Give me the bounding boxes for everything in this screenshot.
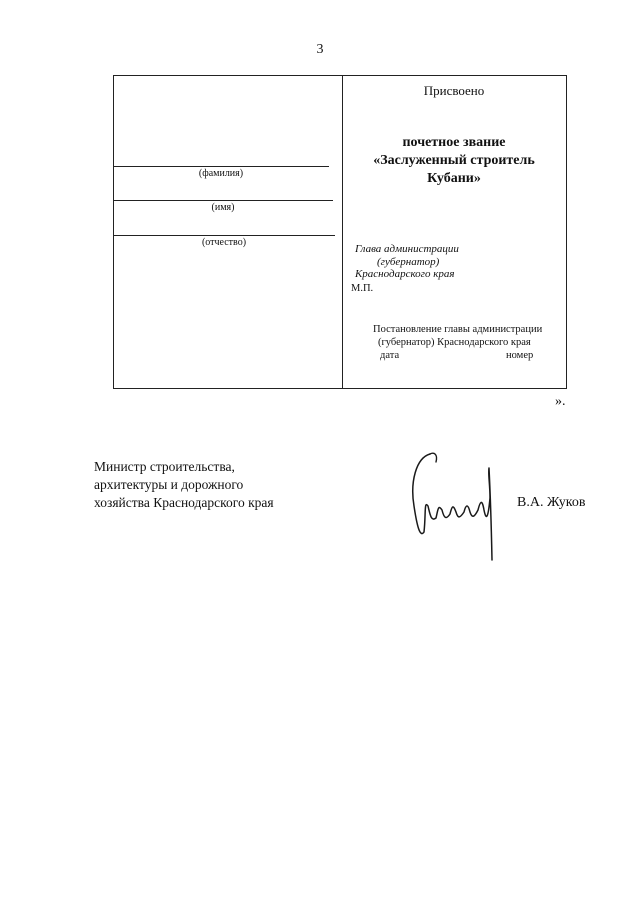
minister-name: В.А. Жуков xyxy=(517,495,586,510)
first-name-caption: (имя) xyxy=(211,202,235,213)
governor-label: (губернатор) xyxy=(377,256,440,268)
handwritten-signature xyxy=(400,440,505,565)
minister-title-line-1: Министр строительства, xyxy=(94,459,235,474)
krasnodar-region-label: Краснодарского края xyxy=(355,268,455,280)
first-name-line xyxy=(113,200,333,201)
patronymic-caption: (отчество) xyxy=(201,237,247,248)
surname-line xyxy=(113,166,329,167)
page-number: 3 xyxy=(316,42,324,57)
decree-date-label: дата xyxy=(380,350,400,361)
surname-caption: (фамилия) xyxy=(198,168,244,179)
decree-line-1: Постановление главы администрации xyxy=(373,324,543,335)
form-divider xyxy=(342,75,343,389)
minister-title-line-3: хозяйства Краснодарского края xyxy=(94,495,274,510)
stamp-placeholder: М.П. xyxy=(351,283,374,294)
decree-number-label: номер xyxy=(506,350,534,361)
honorary-title-line-2: «Заслуженный строитель xyxy=(373,153,535,168)
minister-title-line-2: архитектуры и дорожного xyxy=(94,477,244,492)
patronymic-line xyxy=(113,235,335,236)
closing-quote: ». xyxy=(555,394,566,409)
decree-line-2: (губернатор) Краснодарского края xyxy=(378,337,531,348)
honorary-title-line-3: Кубани» xyxy=(427,171,481,186)
head-admin-label: Глава администрации xyxy=(355,243,459,255)
honorary-title-line-1: почетное звание xyxy=(402,135,506,150)
assigned-label: Присвоено xyxy=(423,83,485,98)
